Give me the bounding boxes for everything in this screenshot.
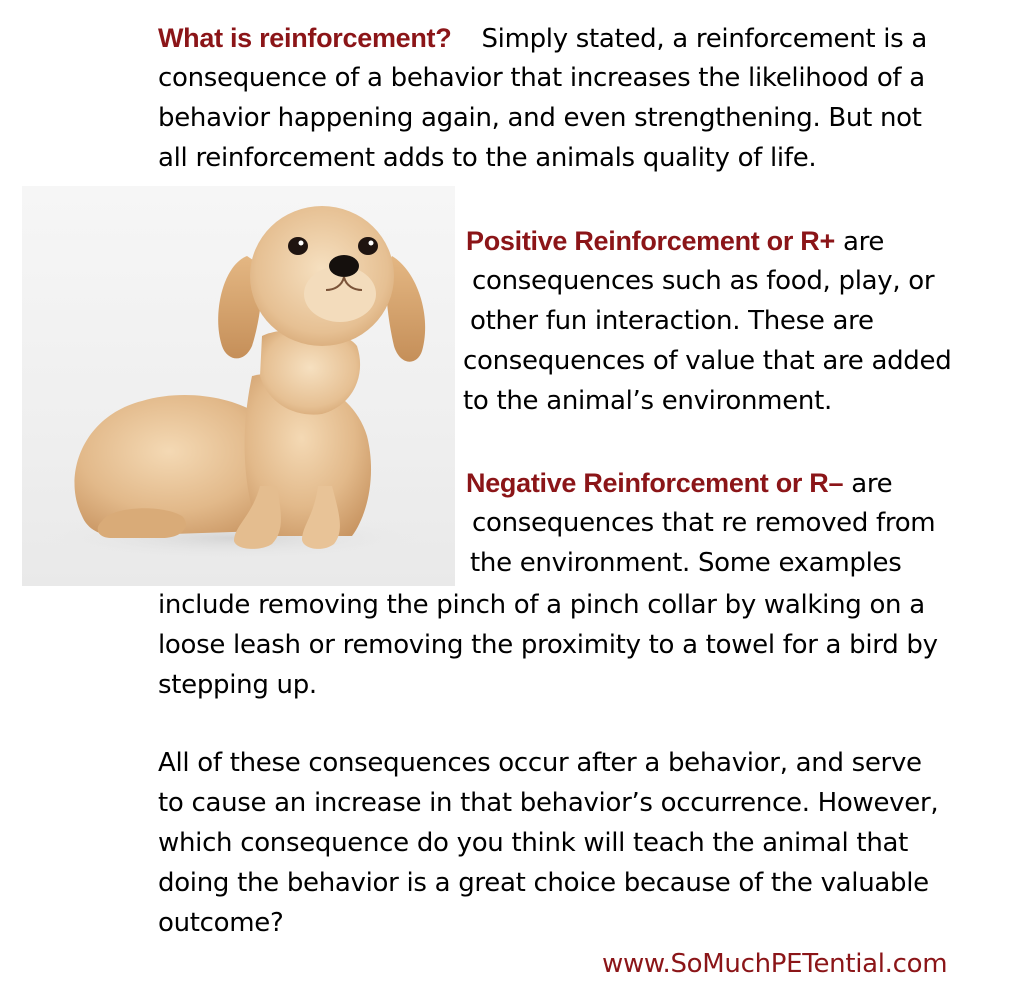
negative-heading: Negative Reinforcement or R– bbox=[466, 468, 844, 498]
positive-line-3: other fun interaction. These are bbox=[470, 306, 874, 336]
negative-line-5: loose leash or removing the proximity to a towel for a bird by bbox=[158, 630, 938, 660]
intro-line-2: consequence of a behavior that increases the likelihood of a bbox=[158, 63, 925, 93]
puppy-illustration bbox=[22, 186, 455, 586]
conclusion-line-1: All of these consequences occur after a behavior, and serve bbox=[158, 748, 922, 778]
negative-line-2: consequences that re removed from bbox=[472, 508, 936, 538]
intro-line-3: behavior happening again, and even strengthening. But not bbox=[158, 103, 922, 133]
negative-line-3: the environment. Some examples bbox=[470, 548, 902, 578]
negative-line-1-text: are bbox=[851, 469, 893, 499]
intro-heading: What is reinforcement? bbox=[158, 23, 452, 53]
intro-line-1-text: Simply stated, a reinforcement is a bbox=[481, 24, 927, 54]
footer-website-url: www.SoMuchPETential.com bbox=[602, 949, 948, 979]
negative-line-6: stepping up. bbox=[158, 670, 317, 700]
conclusion-line-3: which consequence do you think will teach the animal that bbox=[158, 828, 909, 858]
positive-line-1-text: are bbox=[842, 227, 885, 257]
intro-line-4: all reinforcement adds to the animals quality of life. bbox=[158, 143, 817, 173]
conclusion-line-2: to cause an increase in that behavior’s occurrence. However, bbox=[158, 788, 939, 818]
negative-line-4: include removing the pinch of a pinch collar by walking on a bbox=[158, 590, 925, 620]
positive-line-1 bbox=[466, 221, 884, 262]
intro-line-1 bbox=[158, 18, 927, 59]
positive-line-5: to the animal’s environment. bbox=[463, 386, 832, 416]
puppy-photo bbox=[22, 186, 455, 586]
positive-line-4: consequences of value that are added bbox=[463, 346, 952, 376]
conclusion-line-4: doing the behavior is a great choice because of the valuable bbox=[158, 868, 929, 898]
positive-line-2: consequences such as food, play, or bbox=[472, 266, 935, 296]
positive-heading: Positive Reinforcement or R+ bbox=[466, 226, 835, 256]
negative-line-1 bbox=[466, 463, 892, 504]
conclusion-line-5: outcome? bbox=[158, 908, 284, 938]
